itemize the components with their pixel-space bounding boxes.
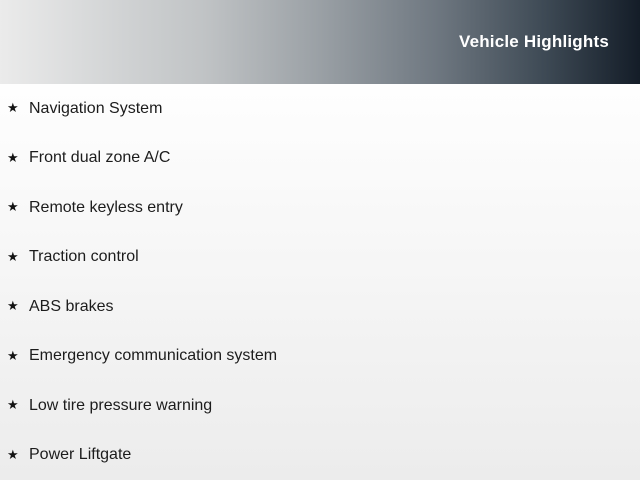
- header-bar: [0, 0, 640, 84]
- highlights-list: [0, 84, 640, 480]
- star-icon: ★: [7, 100, 19, 116]
- list-item-label: Power Liftgate: [29, 446, 132, 464]
- list-item-label: Traction control: [29, 248, 139, 266]
- star-icon: ★: [7, 347, 19, 363]
- list-item-label: Navigation System: [29, 99, 163, 117]
- star-icon: ★: [7, 446, 19, 462]
- star-icon: ★: [7, 248, 19, 264]
- star-icon: ★: [7, 149, 19, 165]
- list-item: [0, 134, 640, 184]
- page-title: Vehicle Highlights: [458, 32, 609, 51]
- star-icon: ★: [7, 397, 19, 413]
- list-item-label: Front dual zone A/C: [29, 149, 171, 167]
- list-item-label: Emergency communication system: [29, 347, 278, 365]
- list-item: [0, 431, 640, 480]
- list-item-label: Remote keyless entry: [29, 198, 183, 216]
- list-item: [0, 381, 640, 431]
- list-item: [0, 332, 640, 382]
- star-icon: ★: [7, 298, 19, 314]
- list-item: [0, 282, 640, 332]
- list-item: [0, 84, 640, 134]
- list-item-label: ABS brakes: [29, 297, 114, 315]
- list-item: [0, 233, 640, 283]
- list-item-label: Low tire pressure warning: [29, 396, 213, 414]
- star-icon: ★: [7, 199, 19, 215]
- list-item: [0, 183, 640, 233]
